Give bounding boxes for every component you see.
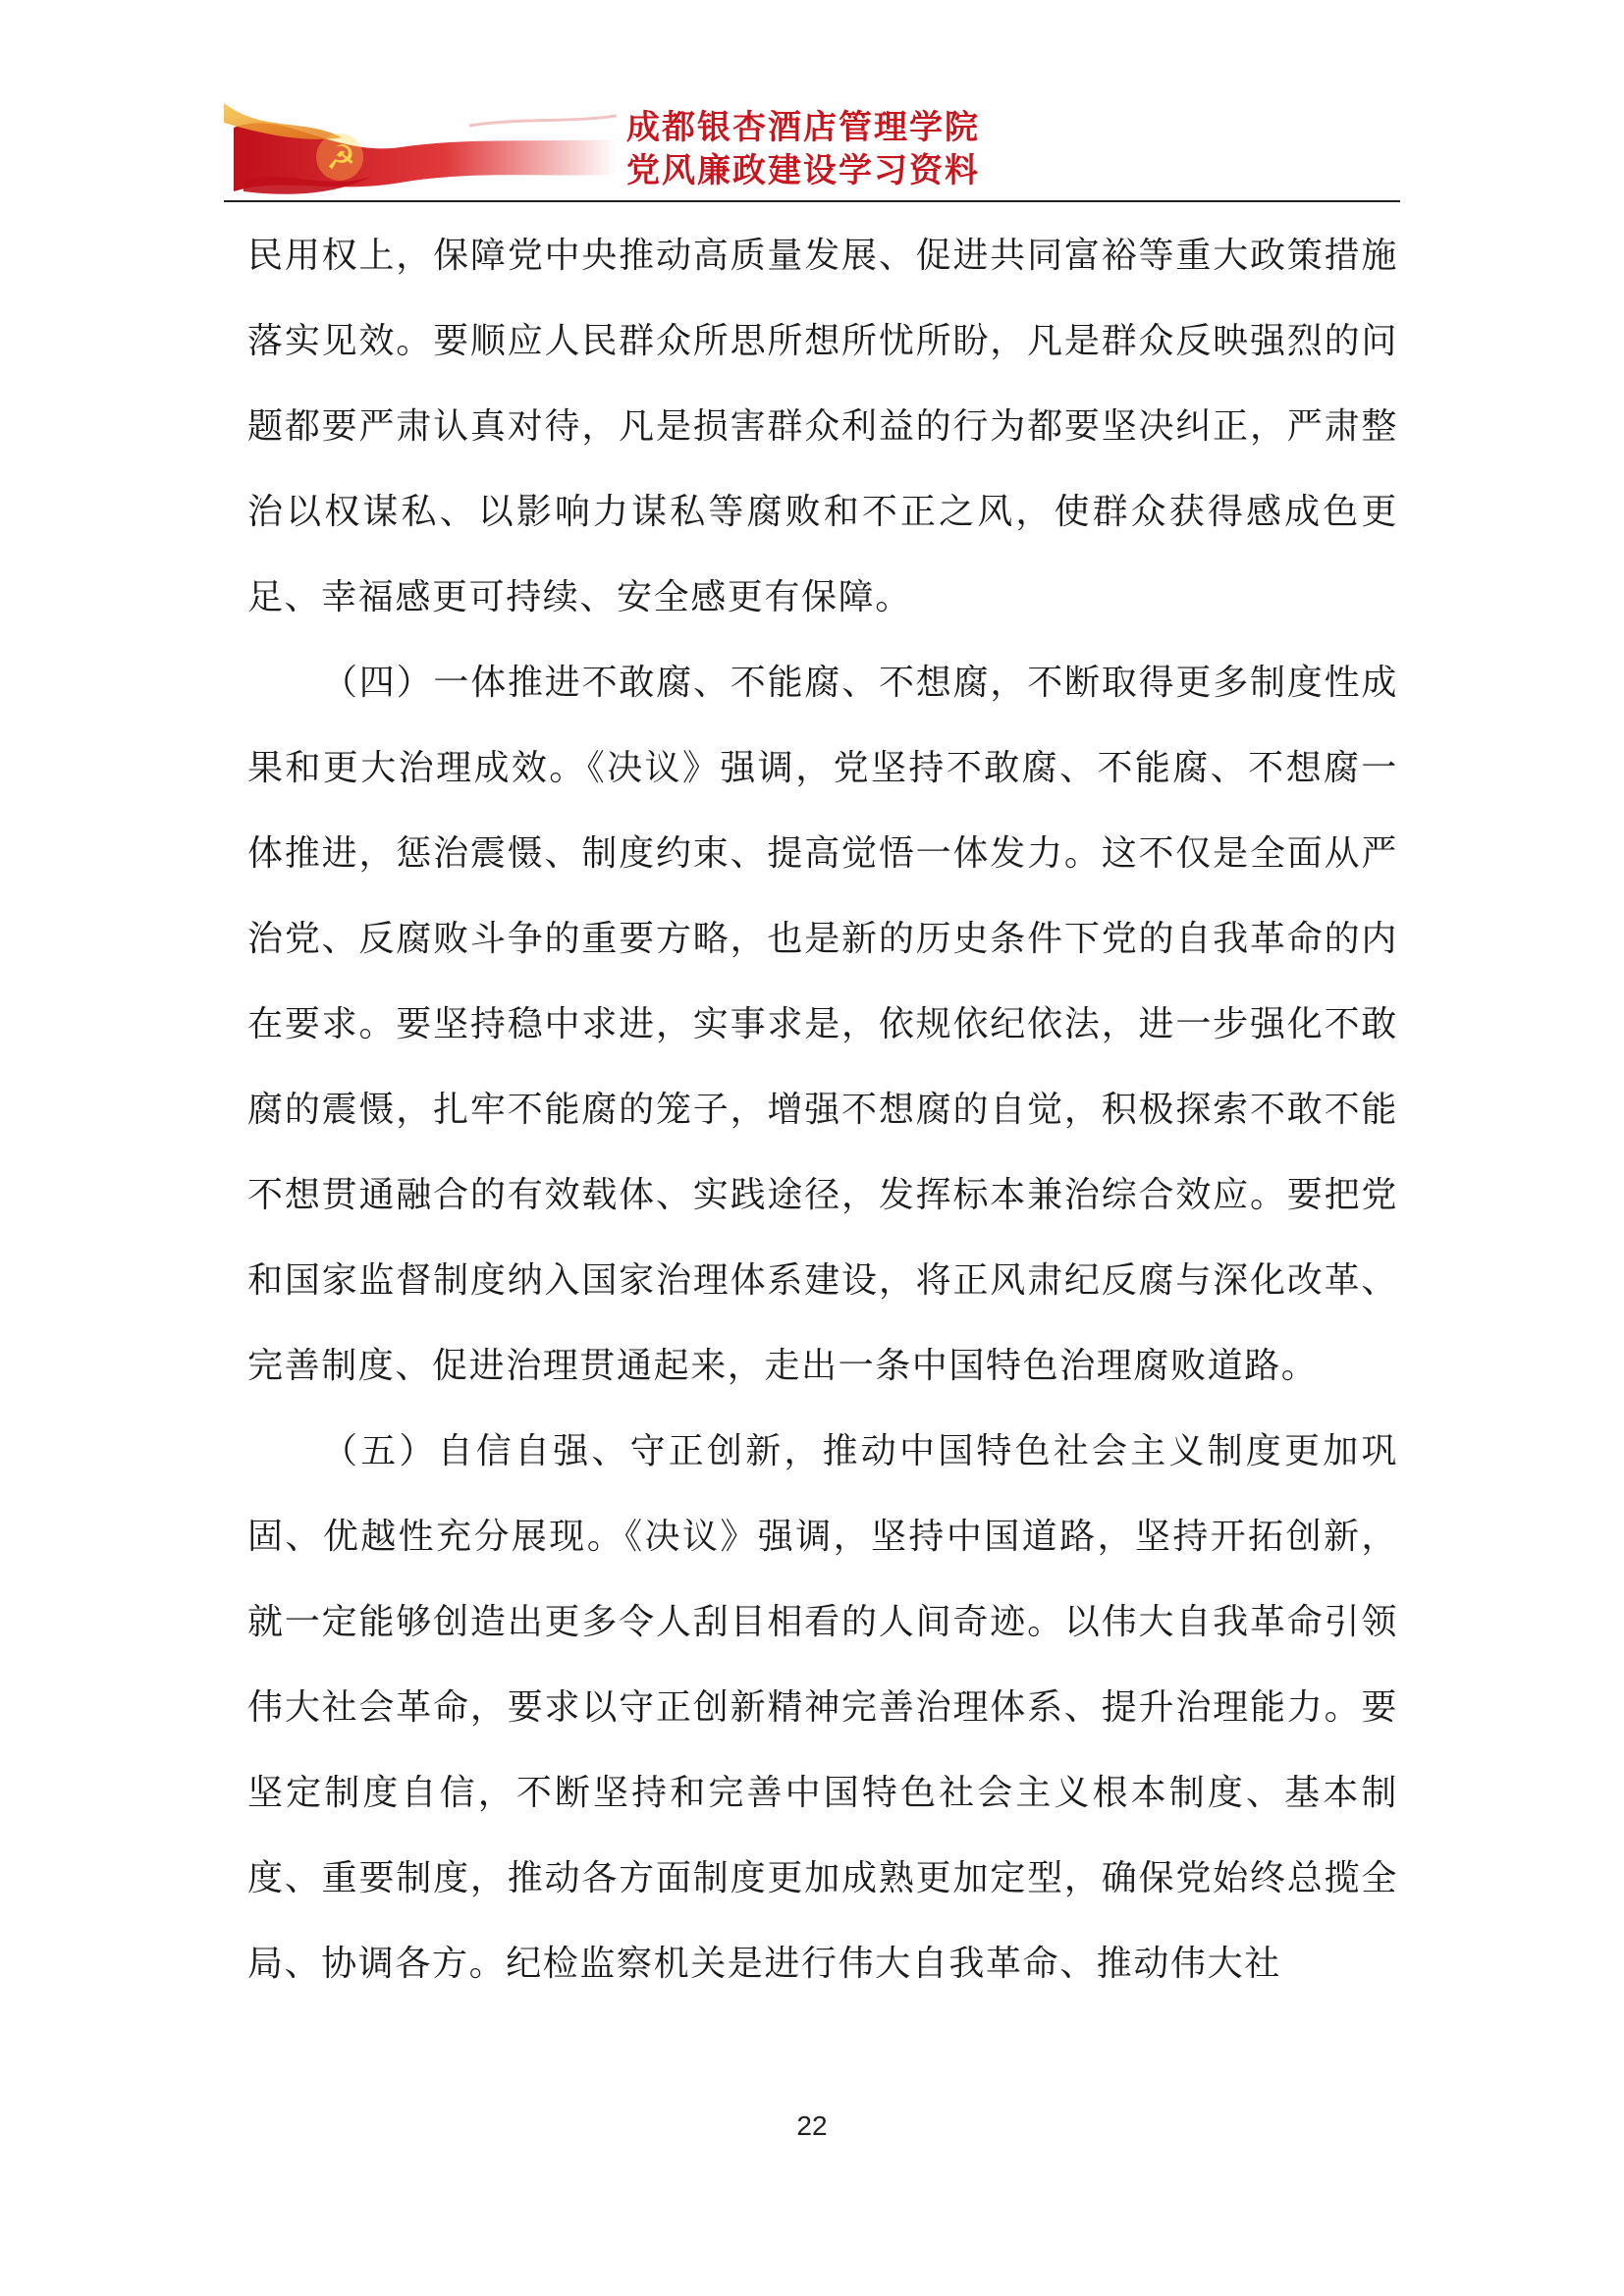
header-divider	[224, 200, 1400, 202]
header-title-line2: 党风廉政建设学习资料	[626, 151, 980, 190]
party-emblem-banner-icon	[224, 98, 617, 201]
paragraph-continuation: 民用权上，保障党中央推动高质量发展、促进共同富裕等重大政策措施落实见效。要顺应人民群众所思所想所忧所盼，凡是群众反映强烈的问题都要严肃认真对待，凡是损害群众利益的行为都要坚决纠正，严肃整治以权谋私、以影响力谋私等腐败和不正之风，使群众获得感成色更足、幸福感更可持续、安全感更有保障。	[247, 236, 1398, 617]
header-title	[626, 106, 980, 192]
header-title-line1: 成都银杏酒店管理学院	[626, 108, 980, 147]
page-number: 22	[796, 2110, 828, 2141]
document-body	[247, 213, 1398, 2006]
paragraph-section-4: （四）一体推进不敢腐、不能腐、不想腐，不断取得更多制度性成果和更大治理成效。《决议》强调，党坚持不敢腐、不能腐、不想腐一体推进，惩治震慑、制度约束、提高觉悟一体发力。这不仅是全面从严治党、反腐败斗争的重要方略，也是新的历史条件下党的自我革命的内在要求。要坚持稳中求进，实事求是，依规依纪依法，进一步强化不敢腐的震慑，扎牢不能腐的笼子，增强不想腐的自觉，积极探索不敢不能不想贯通融合的有效载体、实践途径，发挥标本兼治综合效应。要把党和国家监督制度纳入国家治理体系建设，将正风肃纪反腐与深化改革、完善制度、促进治理贯通起来，走出一条中国特色治理腐败道路。	[247, 663, 1398, 1386]
svg-text:☭: ☭	[326, 138, 356, 178]
page-header	[224, 98, 1400, 201]
paragraph-section-5: （五）自信自强、守正创新，推动中国特色社会主义制度更加巩固、优越性充分展现。《决议》强调，坚持中国道路，坚持开拓创新，就一定能够创造出更多令人刮目相看的人间奇迹。以伟大自我革命引领伟大社会革命，要求以守正创新精神完善治理体系、提升治理能力。要坚定制度自信，不断坚持和完善中国特色社会主义根本制度、基本制度、重要制度，推动各方面制度更加成熟更加定型，确保党始终总揽全局、协调各方。纪检监察机关是进行伟大自我革命、推动伟大社	[247, 1431, 1398, 1984]
